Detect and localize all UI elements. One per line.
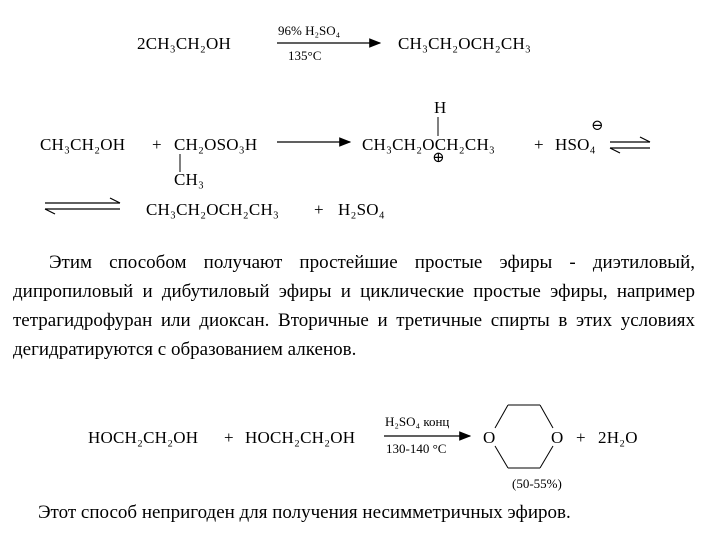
r1-reactant: 2CH₃CH₂OH [137, 34, 231, 53]
r2-equilibrium-arrow-right [610, 137, 650, 153]
r2-reactant2: CH₂OSO₃H [174, 135, 258, 154]
r3-condition-bottom: 130-140 °C [386, 441, 447, 456]
r3-yield: (50-55%) [512, 476, 562, 491]
r2-sulfuric-acid: H₂SO₄ [338, 200, 385, 219]
r3-reactant2: HOCH₂CH₂OH [245, 428, 356, 447]
body-paragraph: Этим способом получают простейшие простые эфиры - диэтиловый, дипропиловый и дибутиловый эфиры и циклические простые эфиры, например тетрагидрофуран или диоксан. Вторичные и третичные спирты в этих условиях дегидратируются с образованием алкенов. [13, 252, 695, 360]
r3-reactant1: HOCH₂CH₂OH [88, 428, 199, 447]
r2-intermediate: CH₃CH₂OCH₂CH₃ [362, 135, 496, 154]
dioxane-oxygen-right: O [551, 428, 564, 447]
dioxane-ring [495, 405, 553, 468]
r3-condition-top: H₂SO₄ конц [385, 414, 450, 429]
r2-negative-charge: ⊖ [591, 118, 604, 134]
r2-plus2: + [534, 135, 544, 154]
r1-condition-bottom: 135°C [288, 48, 322, 63]
r2-hydrosulfate-ion: HSO₄ [555, 135, 596, 154]
r2-positive-charge: ⊕ [432, 150, 445, 166]
r3-water: 2H₂O [598, 428, 638, 447]
r3-plus2: + [576, 428, 586, 447]
r2-reactant1: CH₃CH₂OH [40, 135, 126, 154]
r1-condition-top: 96% H₂SO₄ [278, 23, 341, 38]
r2-plus1: + [152, 135, 162, 154]
r2-equilibrium-arrow-left [45, 198, 120, 214]
r2-intermediate-h: H [434, 98, 447, 117]
r1-product: CH₃CH₂OCH₂CH₃ [398, 34, 532, 53]
r2-plus3: + [314, 200, 324, 219]
dioxane-oxygen-left: O [483, 428, 496, 447]
closing-note: Этот способ непригоден для получения несимметричных эфиров. [38, 502, 571, 523]
r2-reactant2-methyl: CH₃ [174, 170, 205, 189]
r3-plus1: + [224, 428, 234, 447]
r2-product: CH₃CH₂OCH₂CH₃ [146, 200, 280, 219]
